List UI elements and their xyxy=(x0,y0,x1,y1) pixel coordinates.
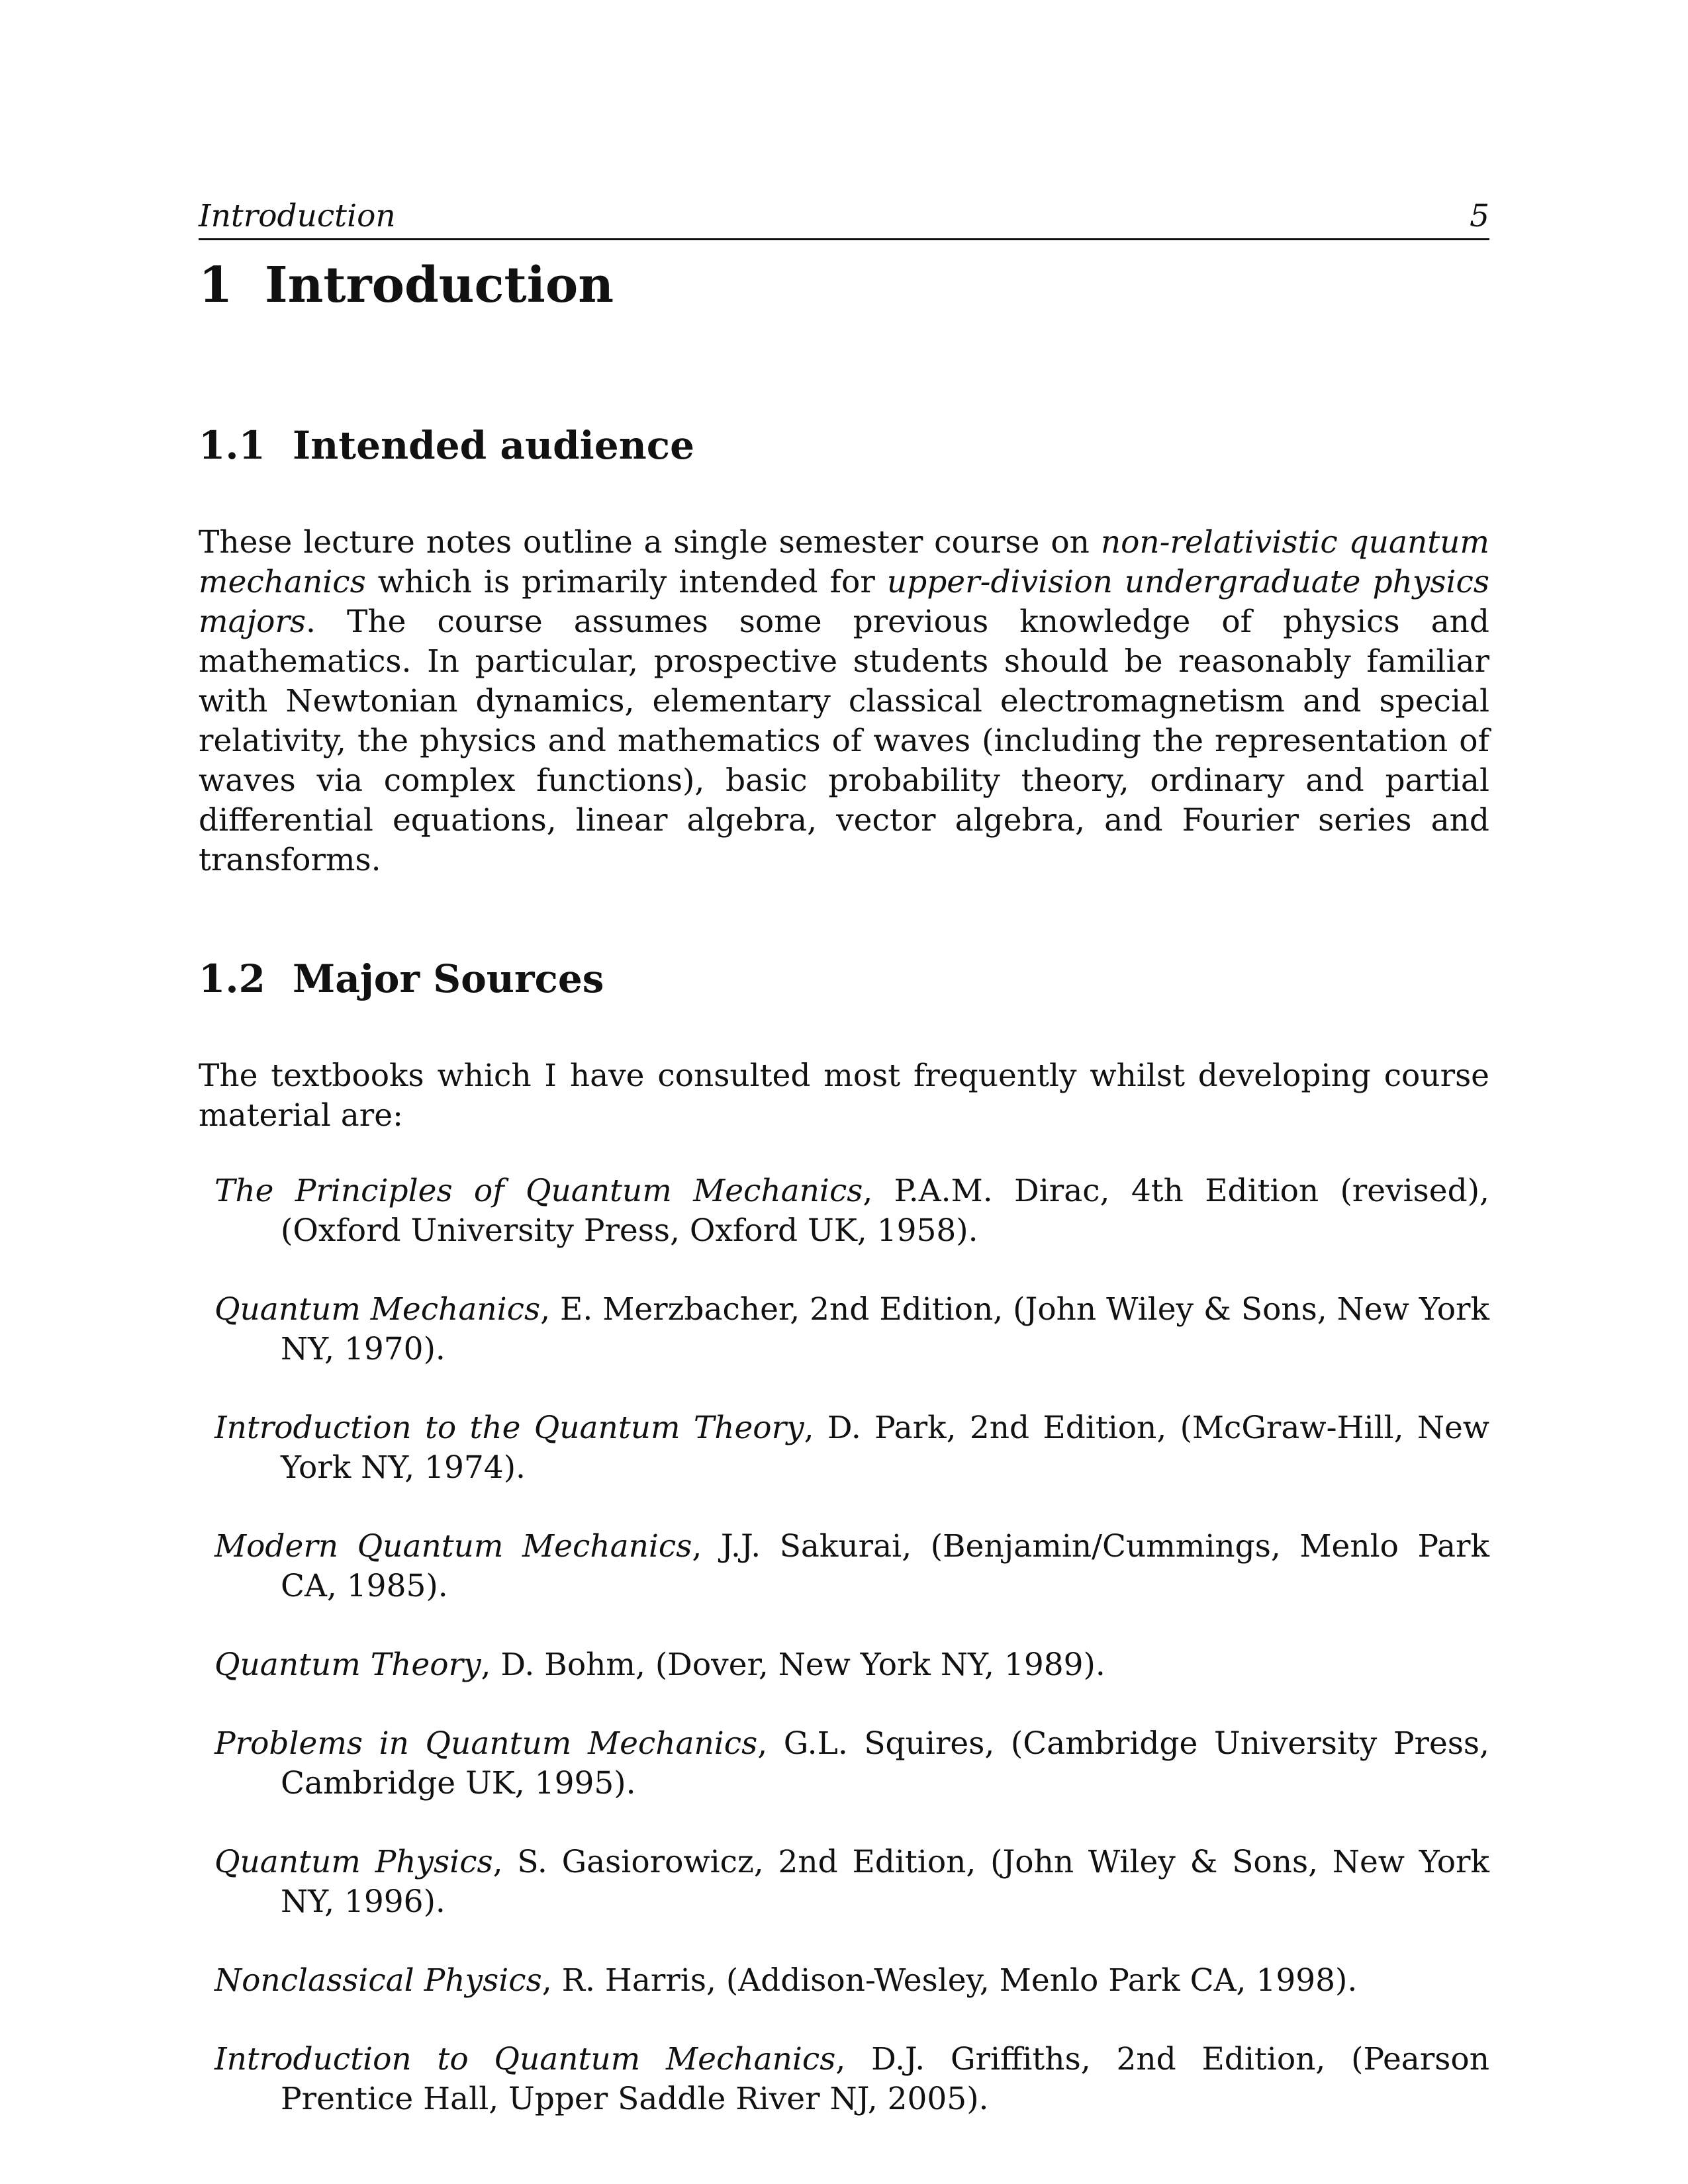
reference-item xyxy=(199,1290,1489,1369)
document-page xyxy=(199,185,1489,2158)
section-number: 1.2 xyxy=(199,956,265,1002)
chapter-number: 1 xyxy=(199,257,233,314)
reference-details: , S. Gasiorowicz, 2nd Edition, (John Wiley & Sons, New York NY, 1996). xyxy=(281,1843,1489,1920)
reference-item xyxy=(199,1961,1489,2001)
section-number: 1.1 xyxy=(199,423,265,469)
reference-details: , R. Harris, (Addison-Wesley, Menlo Park CA, 1998). xyxy=(541,1962,1358,1999)
paragraph-text: These lecture notes outline a single semester course on xyxy=(199,524,1101,561)
reference-item xyxy=(199,1171,1489,1251)
paragraph-text: . The course assumes some previous knowledge of physics and mathematics. In particular, prospective students should be reasonably familiar with Newtonian dynamics, elementary classical electromagnetism and special relativity, the physics and mathematics of waves (including the representation of waves via complex functions), basic probability theory, ordinary and partial differential equations, linear algebra, vector algebra, and Fourier series and transforms. xyxy=(199,604,1489,879)
reference-title: Modern Quantum Mechanics xyxy=(214,1527,692,1565)
reference-title: Nonclassical Physics xyxy=(214,1962,542,1999)
running-header xyxy=(199,185,1489,240)
running-title: Introduction xyxy=(199,198,396,234)
section-heading-major-sources xyxy=(199,958,1489,1001)
reference-details: , G.L. Squires, (Cambridge University Press, Cambridge UK, 1995). xyxy=(281,1725,1489,1801)
reference-details: , D. Park, 2nd Edition, (McGraw-Hill, New York NY, 1974). xyxy=(281,1409,1489,1486)
emphasis-text: upper-division undergraduate physics majors xyxy=(199,564,1489,641)
emphasis-text: non-relativistic quantum mechanics xyxy=(199,524,1489,601)
section-heading-intended-audience xyxy=(199,425,1489,467)
reference-item xyxy=(199,2040,1489,2119)
reference-title: Problems in Quantum Mechanics xyxy=(214,1725,758,1762)
sources-intro: The textbooks which I have consulted most frequently whilst developing course material are: xyxy=(199,1057,1489,1134)
reference-item xyxy=(199,1724,1489,1803)
paragraph-text: which is primarily intended for xyxy=(365,564,887,601)
reference-title: The Principles of Quantum Mechanics xyxy=(214,1172,863,1209)
reference-details: , D. Bohm, (Dover, New York NY, 1989). xyxy=(481,1646,1105,1683)
reference-title: Introduction to Quantum Mechanics xyxy=(214,2040,836,2077)
reference-title: Quantum Theory xyxy=(214,1646,481,1683)
reference-title: Quantum Mechanics xyxy=(214,1291,541,1328)
reference-details: , E. Merzbacher, 2nd Edition, (John Wiley & Sons, New York NY, 1970). xyxy=(281,1291,1489,1367)
reference-item xyxy=(199,1527,1489,1606)
chapter-heading xyxy=(199,259,1489,312)
reference-item xyxy=(199,1408,1489,1488)
reference-details: , P.A.M. Dirac, 4th Edition (revised), (Oxford University Press, Oxford UK, 1958). xyxy=(281,1172,1489,1249)
section-title: Major Sources xyxy=(293,956,604,1002)
reference-list xyxy=(199,1171,1489,2119)
reference-title: Quantum Physics xyxy=(214,1843,493,1880)
section-title: Intended audience xyxy=(293,423,694,469)
reference-details: , D.J. Griffiths, 2nd Edition, (Pearson Prentice Hall, Upper Saddle River NJ, 2005). xyxy=(281,2040,1489,2117)
reference-item xyxy=(199,1645,1489,1685)
reference-details: , J.J. Sakurai, (Benjamin/Cummings, Menlo Park CA, 1985). xyxy=(281,1527,1489,1604)
chapter-title: Introduction xyxy=(265,257,614,314)
reference-item xyxy=(199,1843,1489,1922)
page-number: 5 xyxy=(1470,198,1489,234)
audience-paragraph xyxy=(199,523,1489,880)
reference-title: Introduction to the Quantum Theory xyxy=(214,1409,804,1446)
